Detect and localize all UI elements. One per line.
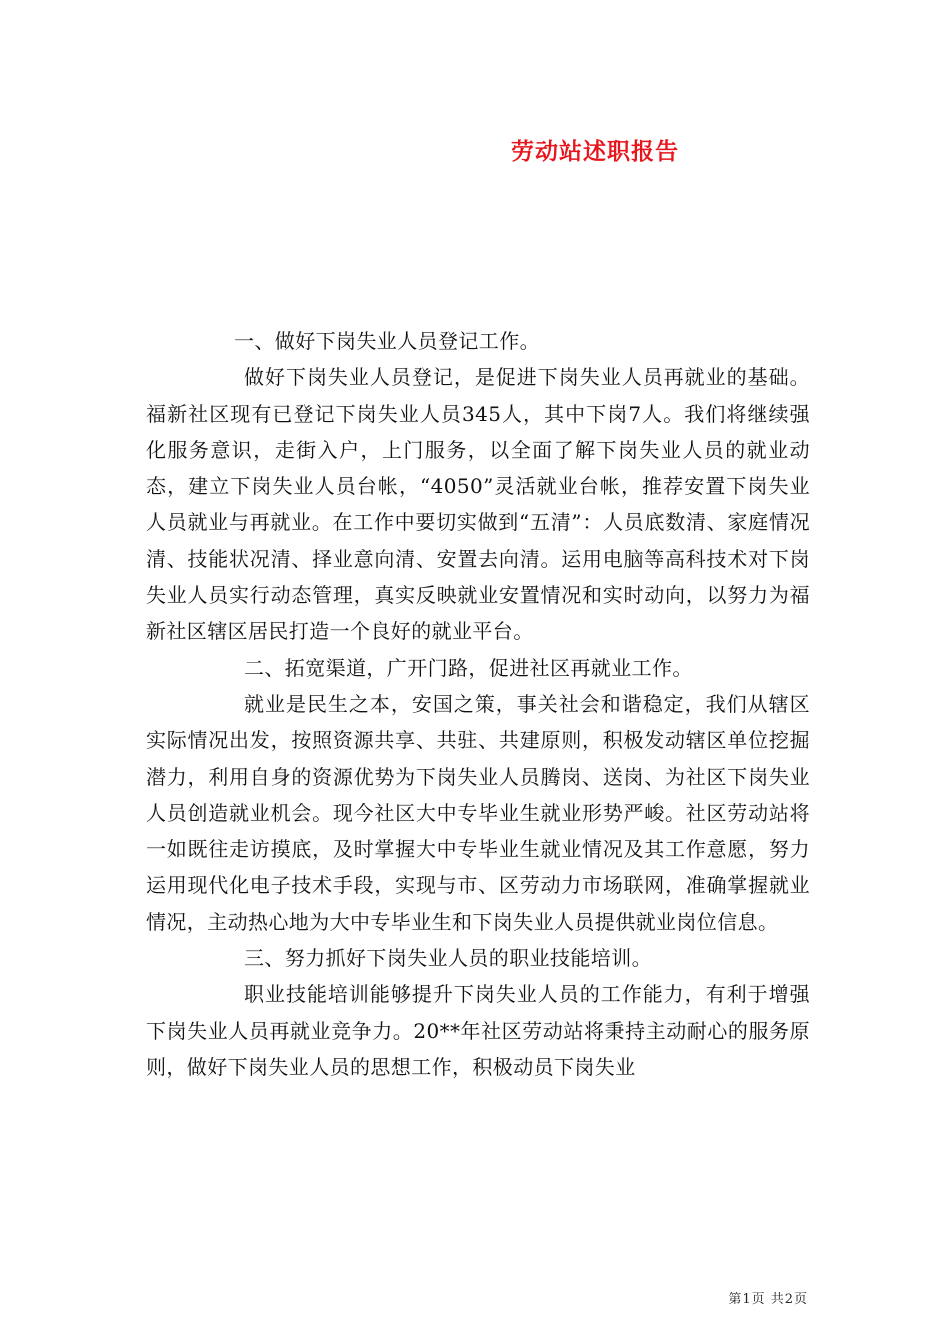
section-paragraph-3: 职业技能培训能够提升下岗失业人员的工作能力，有利于增强下岗失业人员再就业竞争力。20**年社区劳动站将秉持主动耐心的服务原则，做好下岗失业人员的思想工作，积极动员下岗失业: [146, 982, 810, 1079]
section-heading-3: 三、努力抓好下岗失业人员的职业技能培训。: [244, 946, 652, 971]
section-heading-1: 一、做好下岗失业人员登记工作。: [234, 329, 540, 353]
section-paragraph-1: 做好下岗失业人员登记，是促进下岗失业人员再就业的基础。福新社区现有已登记下岗失业人员345人，其中下岗7人。我们将继续强化服务意识，走街入户，上门服务，以全面了解下岗失业人员的就业动态，建立下岗失业人员台帐，“4050”灵活就业台帐，推荐安置下岗失业人员就业与再就业。在工作中要切实做到“五清”：人员底数清、家庭情况清、技能状况清、择业意向清、安置去向清。运用电脑等高科技术对下岗失业人员实行动态管理，真实反映就业安置情况和实时动向，以努力为福新社区辖区居民打造一个良好的就业平台。: [146, 365, 810, 644]
document-title: 劳动站述职报告: [511, 138, 679, 165]
section-heading-2: 二、拓宽渠道，广开门路，促进社区再就业工作。: [244, 655, 693, 680]
document-body: [146, 323, 810, 1085]
section-paragraph-2: 就业是民生之本，安国之策，事关社会和谐稳定，我们从辖区实际情况出发，按照资源共享、共驻、共建原则，积极发动辖区单位挖掘潜力，利用自身的资源优势为下岗失业人员腾岗、送岗、为社区下岗失业人员创造就业机会。现今社区大中专毕业生就业形势严峻。社区劳动站将一如既往走访摸底，及时掌握大中专毕业生就业情况及其工作意愿，努力运用现代化电子技术手段，实现与市、区劳动力市场联网，准确掌握就业情况，主动热心地为大中专毕业生和下岗失业人员提供就业岗位信息。: [146, 691, 810, 934]
page-number: 第1页 共2页: [728, 1292, 808, 1307]
